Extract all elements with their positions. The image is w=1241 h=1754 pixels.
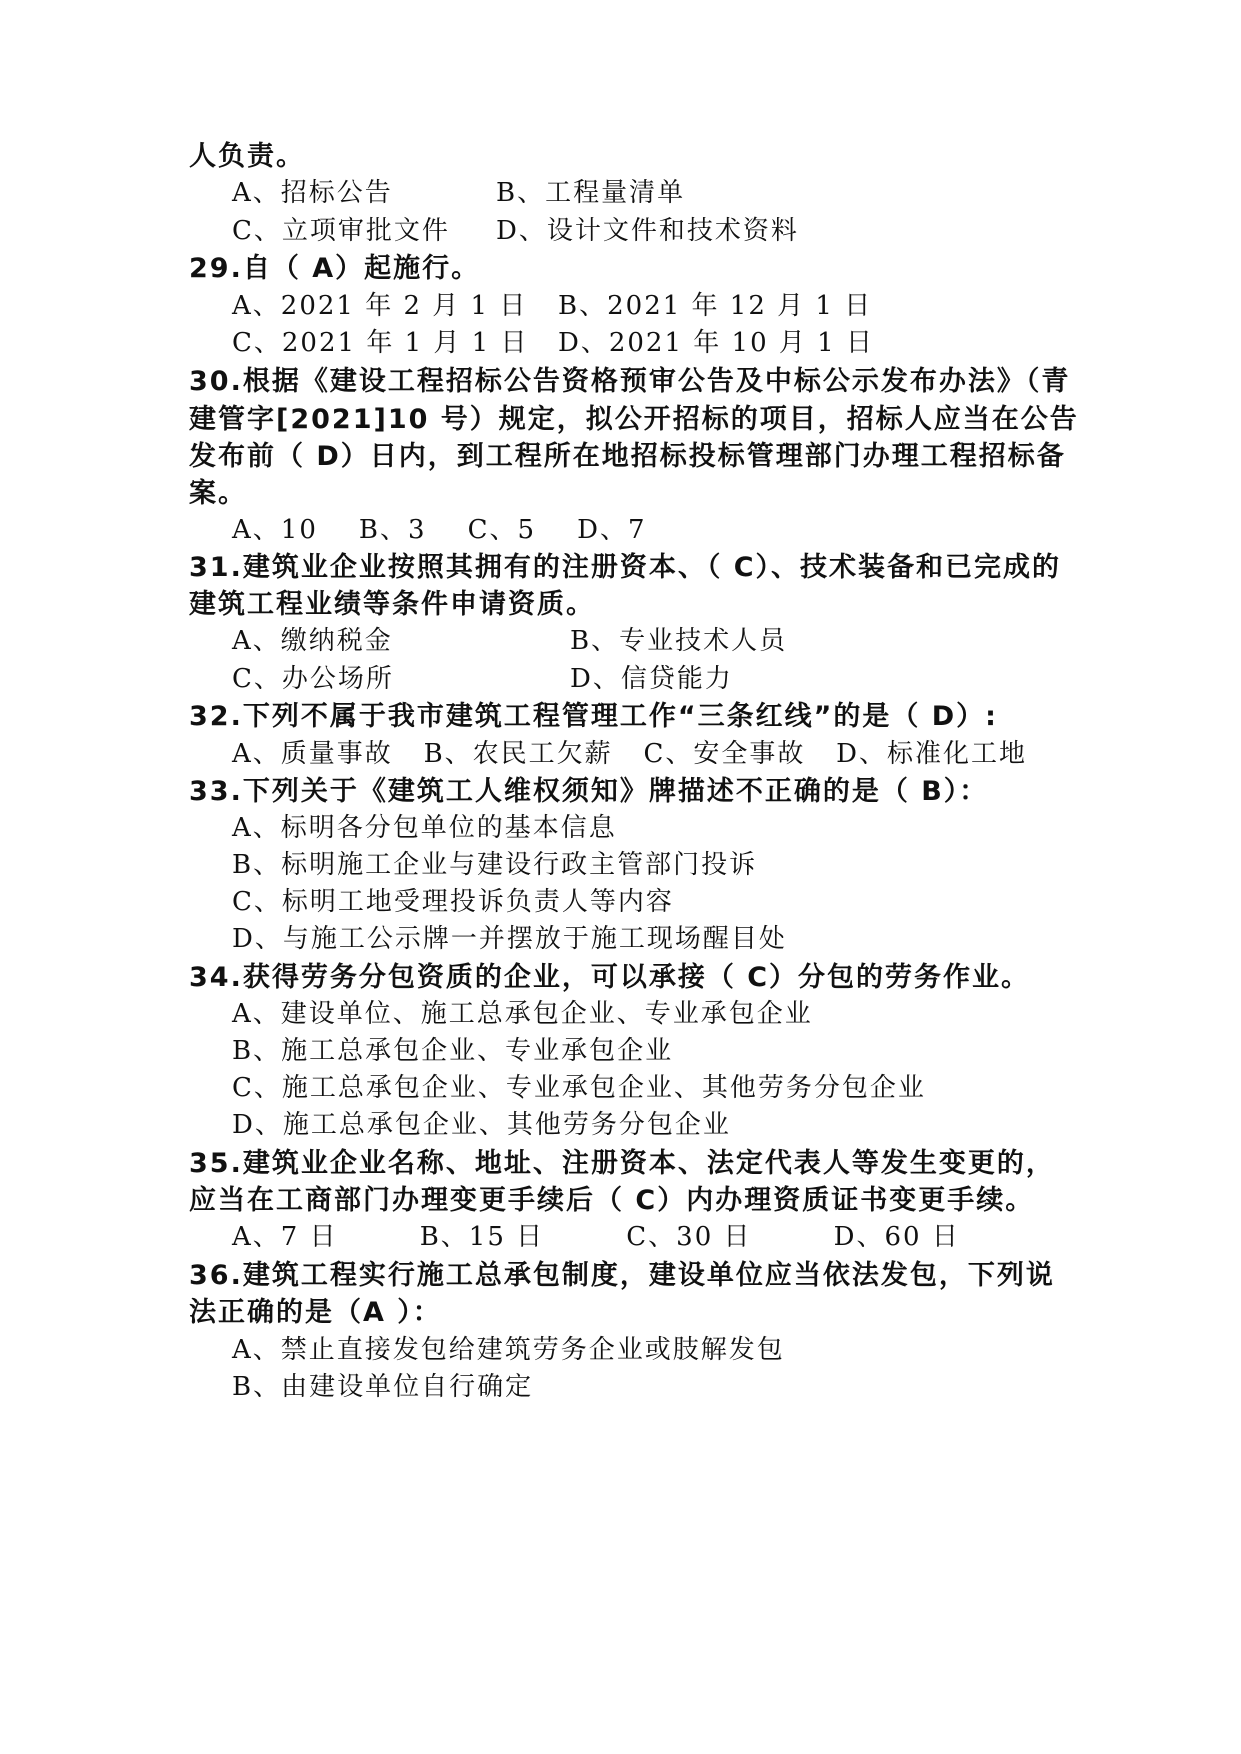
question-36-line-2: 法正确的是（A ）：	[189, 1297, 442, 1328]
option-b: B、由建设单位自行确定	[232, 1372, 534, 1402]
question-33: 33.下列关于《建筑工人维权须知》牌描述不正确的是（ B）：	[189, 776, 989, 807]
question-30-line-1: 30.根据《建设工程招标公告资格预审公告及中标公示发布办法》（青	[189, 366, 1071, 397]
option-b: B、2021 年 12 月 1 日	[558, 291, 873, 321]
question-30-line-4: 案。	[189, 478, 247, 509]
option-a: A、建设单位、施工总承包企业、专业承包企业	[232, 999, 813, 1029]
option-c: C、立项审批文件	[232, 216, 450, 246]
option-a: A、标明各分包单位的基本信息	[232, 813, 617, 843]
option-b: B、标明施工企业与建设行政主管部门投诉	[232, 850, 758, 880]
question-36-line-1: 36.建筑工程实行施工总承包制度，建设单位应当依法发包，下列说	[189, 1260, 1055, 1291]
option-d: D、与施工公示牌一并摆放于施工现场醒目处	[232, 924, 787, 954]
option-d: D、施工总承包企业、其他劳务分包企业	[232, 1110, 731, 1140]
option-b: B、专业技术人员	[570, 626, 788, 656]
option-c: C、2021 年 1 月 1 日	[232, 328, 529, 358]
option-d: D、信贷能力	[570, 664, 733, 694]
option-c: C、施工总承包企业、专业承包企业、其他劳务分包企业	[232, 1073, 926, 1103]
option-b: B、施工总承包企业、专业承包企业	[232, 1036, 674, 1066]
option-a: A、招标公告	[232, 178, 393, 208]
question-34: 34.获得劳务分包资质的企业，可以承接（ C）分包的劳务作业。	[189, 962, 1031, 993]
question-35-line-1: 35.建筑业企业名称、地址、注册资本、法定代表人等发生变更的，	[189, 1148, 1055, 1179]
question-35-options: A、7 日 B、15 日 C、30 日 D、60 日	[232, 1222, 960, 1252]
option-c: C、标明工地受理投诉负责人等内容	[232, 887, 674, 917]
question-30-options: A、10 B、3 C、5 D、7	[232, 515, 647, 545]
question-32-options: A、质量事故 B、农民工欠薪 C、安全事故 D、标准化工地	[232, 739, 1028, 769]
question-29: 29.自（ A）起施行。	[189, 253, 481, 284]
question-30-line-3: 发布前（ D）日内，到工程所在地招标投标管理部门办理工程招标备	[189, 441, 1066, 472]
question-30-line-2: 建管字[2021]10 号）规定，拟公开招标的项目，招标人应当在公告	[189, 404, 1079, 435]
option-d: D、设计文件和技术资料	[496, 216, 799, 246]
option-d: D、2021 年 10 月 1 日	[558, 328, 874, 358]
option-b: B、工程量清单	[496, 178, 686, 208]
option-a: A、缴纳税金	[232, 626, 393, 656]
option-a: A、2021 年 2 月 1 日	[232, 291, 528, 321]
question-32: 32.下列不属于我市建筑工程管理工作“三条红线”的是（ D）:	[189, 701, 998, 732]
option-a: A、禁止直接发包给建筑劳务企业或肢解发包	[232, 1335, 785, 1365]
question-continuation: 人负责。	[189, 141, 305, 172]
question-35-line-2: 应当在工商部门办理变更手续后（ C）内办理资质证书变更手续。	[189, 1185, 1035, 1216]
option-c: C、办公场所	[232, 664, 394, 694]
question-31-line-1: 31.建筑业企业按照其拥有的注册资本、（ C）、技术装备和已完成的	[189, 552, 1062, 583]
question-31-line-2: 建筑工程业绩等条件申请资质。	[189, 589, 595, 620]
